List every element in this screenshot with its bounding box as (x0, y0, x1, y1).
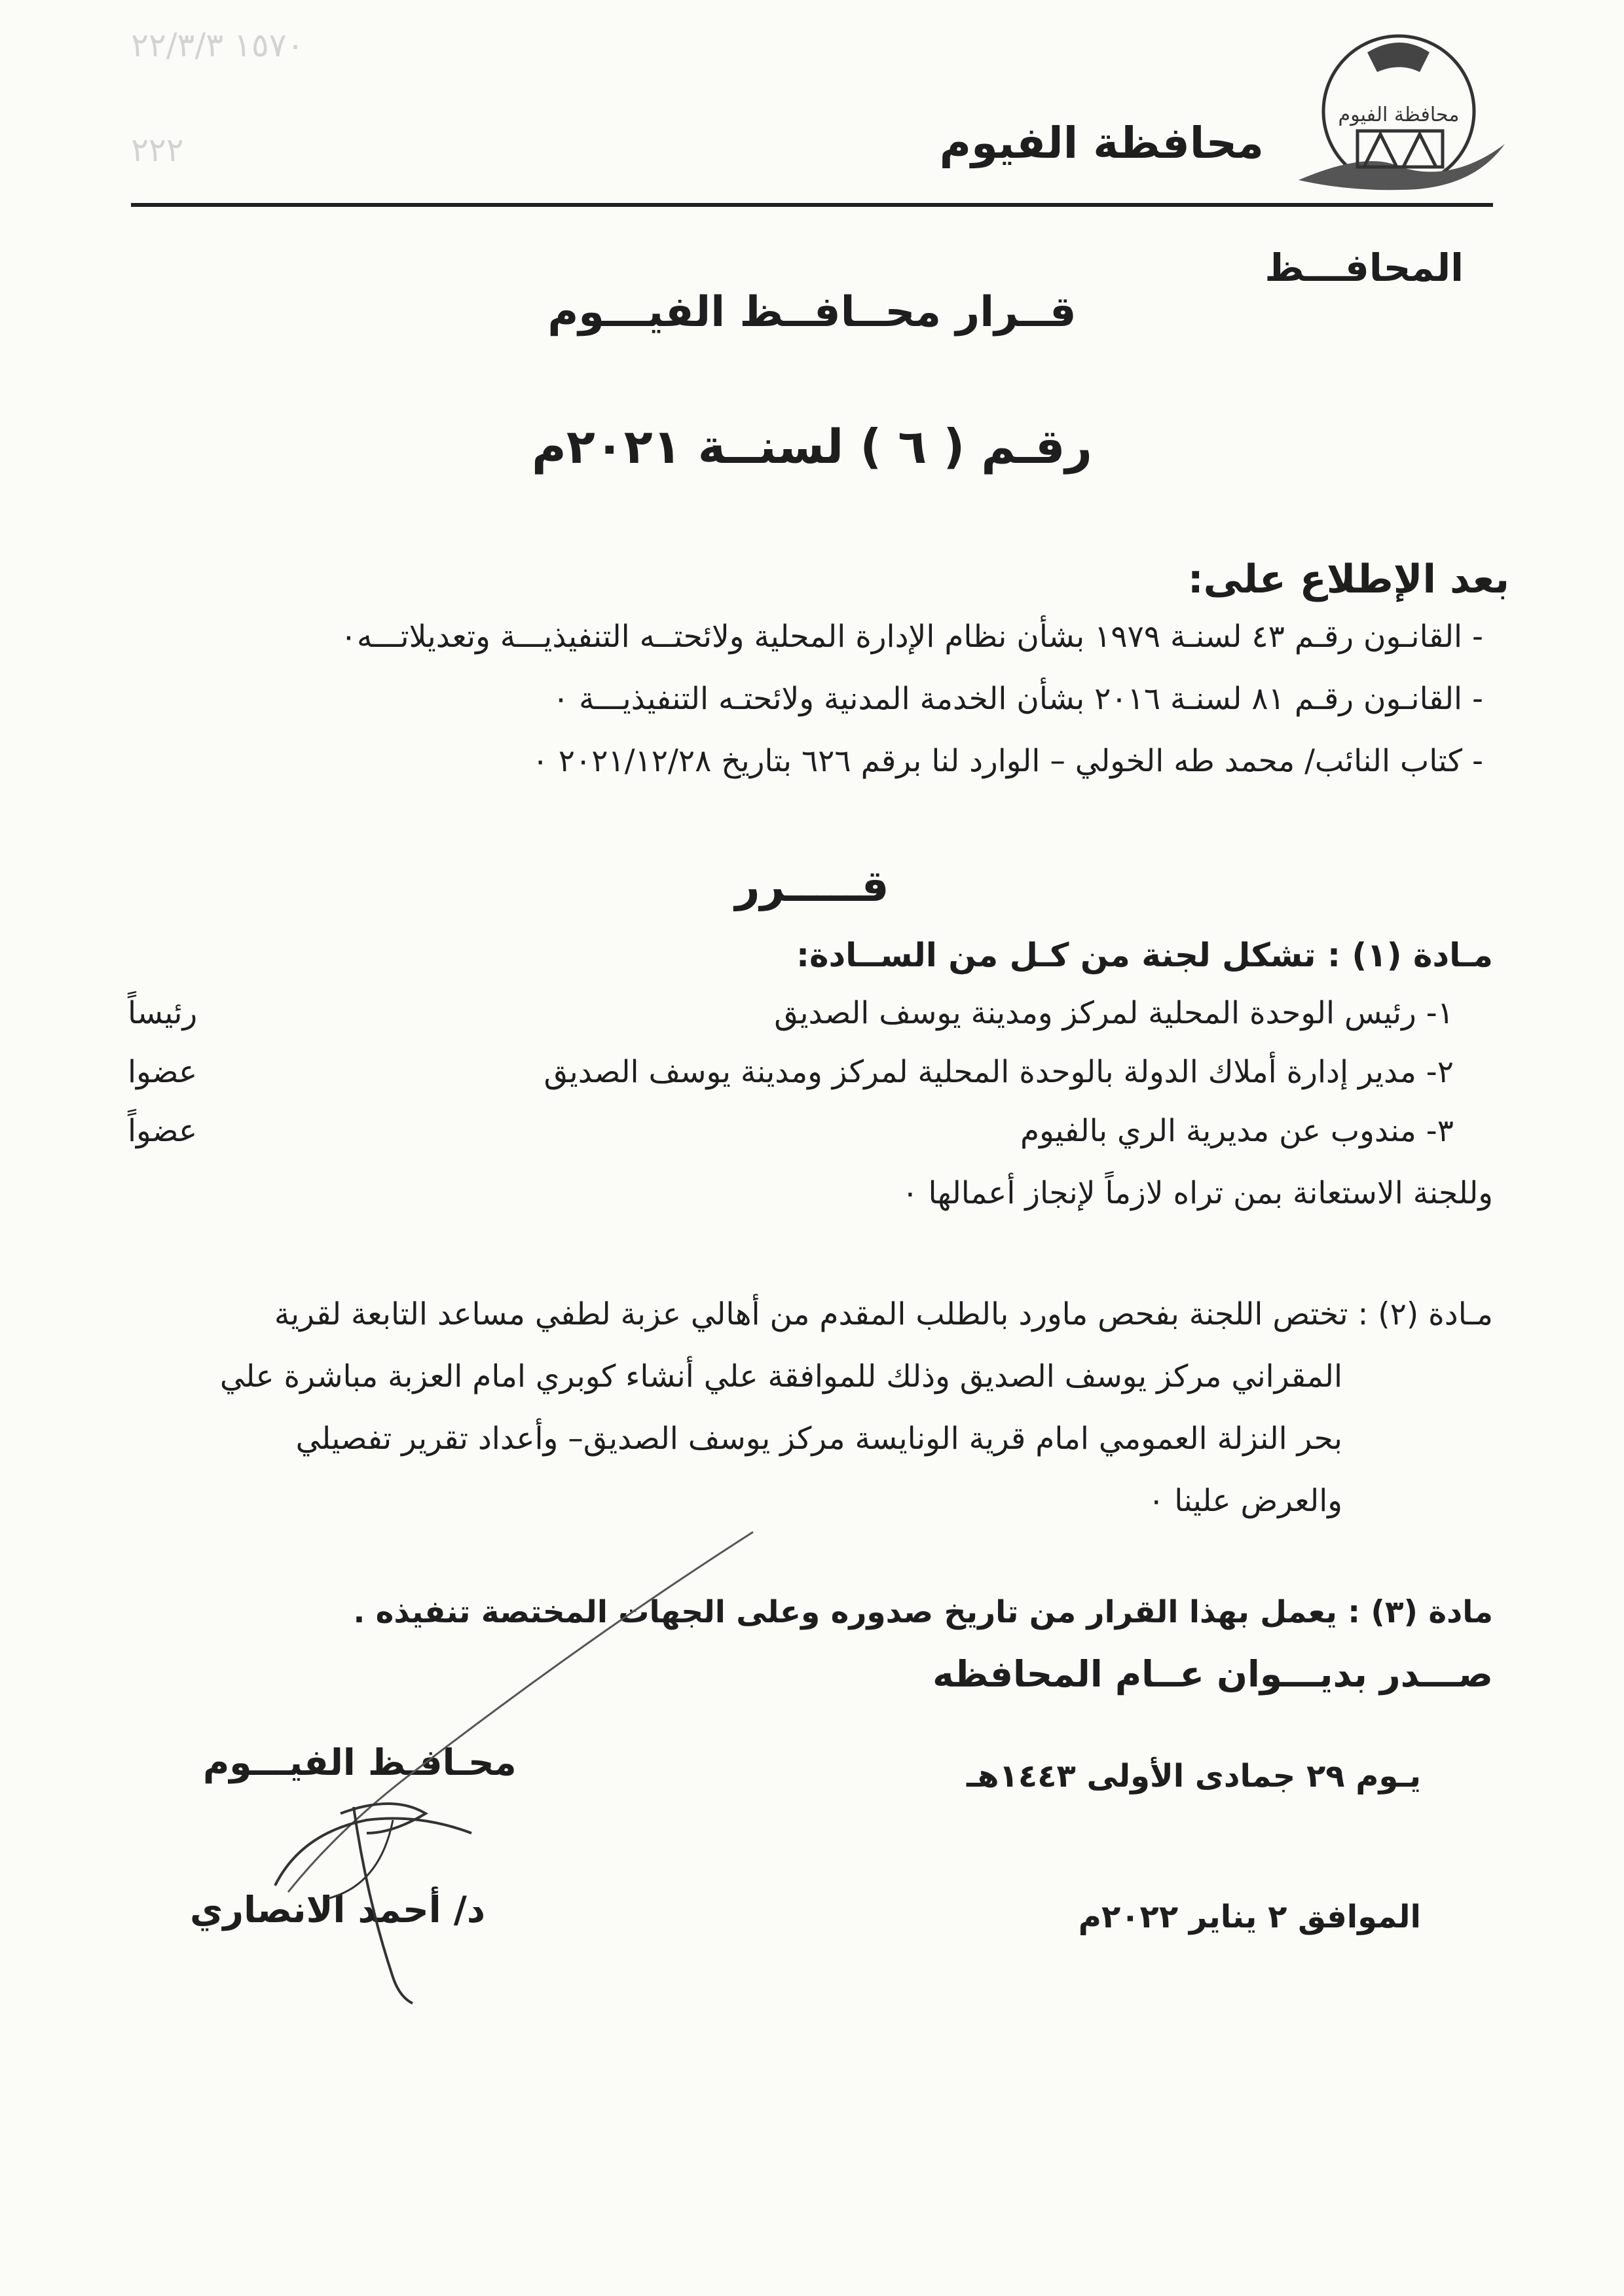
signatory-title: محـافـظ الفيـــوم (203, 1741, 517, 1783)
article-2-line: المقراني مركز يوسف الصديق وذلك للموافقة علي أنشاء كوبري امام العزبة مباشرة علي (219, 1358, 1342, 1394)
svg-text:محافظة الفيوم: محافظة الفيوم (1338, 103, 1460, 126)
gregorian-date: الموافق ٢ يناير ٢٠٢٢م (1078, 1899, 1421, 1935)
governorate-name: محافظة الفيوم (939, 118, 1264, 168)
article-1-heading: مـادة (١) : تشكل لجنة من كـل من الســادة: (796, 936, 1493, 974)
article-2-line: والعرض علينا ٠ (1148, 1483, 1342, 1519)
reference-item: - القانـون رقـم ٨١ لسنـة ٢٠١٦ بشأن الخدمة المدنية ولائحتـه التنفيذيـــة ٠ (552, 681, 1483, 717)
office-label: المحافـــظ (1264, 246, 1464, 290)
article-2-line: مـادة (٢) : تختص اللجنة بفحص ماورد بالطلب المقدم من أهالي عزبة لطفي مساعد التابعة لقرية (274, 1296, 1493, 1332)
committee-member: ٣- مندوب عن مديرية الري بالفيوم (1020, 1113, 1454, 1149)
member-role: عضواً (128, 1113, 198, 1149)
ghost-text: ٢٢٢ (131, 131, 184, 169)
decision-heading: قـــــرر (735, 861, 889, 911)
preamble-heading: بعد الإطلاع على: (1187, 556, 1509, 602)
member-role: رئيساً (128, 995, 198, 1031)
emblem-icon (1289, 26, 1511, 200)
signatory-name: د/ أحمد الانصاري (190, 1889, 486, 1931)
header-divider (131, 203, 1493, 207)
governorate-emblem (1289, 26, 1511, 200)
member-role: عضوا (128, 1054, 198, 1090)
issued-line: صـــدر بديـــوان عــام المحافظه (932, 1653, 1493, 1695)
committee-member: ٢- مدير إدارة أملاك الدولة بالوحدة المحلية لمركز ومدينة يوسف الصديق (544, 1054, 1454, 1090)
reference-item: - كتاب النائب/ محمد طه الخولي – الوارد لنا برقم ٦٢٦ بتاريخ ٢٠٢١/١٢/٢٨ ٠ (532, 743, 1483, 779)
decree-title: قــرار محــافــظ الفيـــوم (547, 288, 1077, 337)
committee-member: ١- رئيس الوحدة المحلية لمركز ومدينة يوسف الصديق (774, 995, 1454, 1031)
article-3: مادة (٣) : يعمل بهذا القرار من تاريخ صدوره وعلى الجهات المختصة تنفيذه . (353, 1594, 1493, 1630)
decree-number: رقـم ( ٦ ) لسنــة ٢٠٢١م (532, 419, 1092, 474)
reference-item: - القانـون رقـم ٤٣ لسنـة ١٩٧٩ بشأن نظام الإدارة المحلية ولائحتــه التنفيذيـــة وتعديلاتـــه٠ (340, 619, 1483, 655)
article-2-line: بحر النزلة العمومي امام قرية الونايسة مركز يوسف الصديق– وأعداد تقرير تفصيلي (295, 1421, 1342, 1457)
article-1-note: وللجنة الاستعانة بمن تراه لازماً لإنجاز أعمالها ٠ (902, 1175, 1493, 1211)
ghost-text: ١٥٧٠ ٢٢/٣/٣ (131, 26, 304, 64)
hijri-date: يـوم ٢٩ جمادى الأولى ١٤٤٣هـ (966, 1758, 1421, 1795)
